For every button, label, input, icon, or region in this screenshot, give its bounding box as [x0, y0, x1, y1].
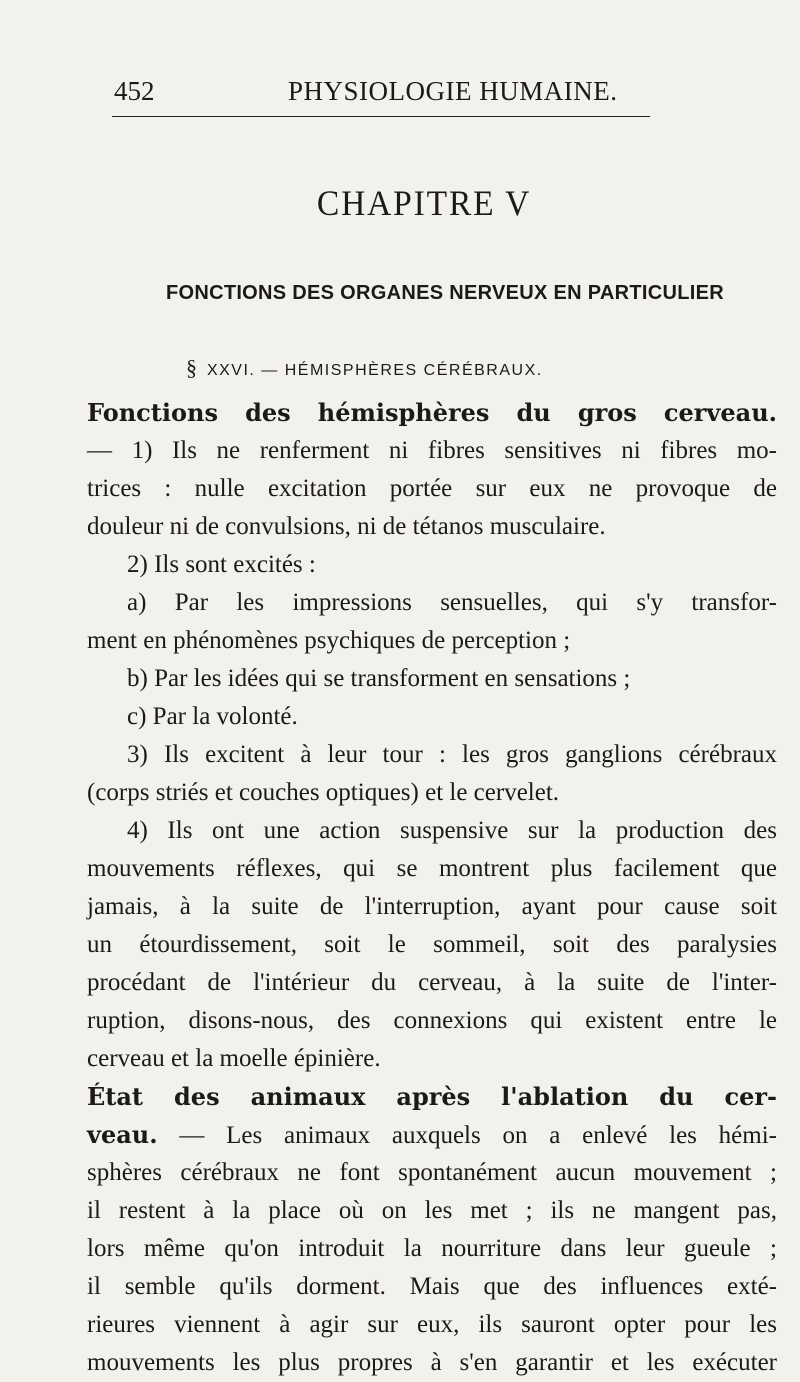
line-text: c) Par la volonté.: [127, 703, 298, 730]
subsection-heading: [186, 355, 543, 381]
line-text: douleur ni de convulsions, ni de tétanos musculaire.: [87, 513, 606, 540]
text-line: [87, 1154, 777, 1192]
text-line: [87, 1040, 777, 1078]
text-line: [87, 698, 777, 736]
text-line: [87, 508, 777, 546]
paragraph-heading: veau.: [87, 1120, 158, 1149]
paragraph-heading: État des animaux après l'ablation du cer-: [87, 1082, 777, 1111]
paragraph-heading: Fonctions des hémisphères du gros cerveau.: [87, 398, 777, 427]
text-line: [87, 964, 777, 1002]
line-text: mouvements les plus propres à s'en garantir et les exécuter: [87, 1349, 777, 1376]
line-text: lors même qu'on introduit la nourriture dans leur gueule ;: [87, 1235, 777, 1262]
line-text: a) Par les impressions sensuelles, qui s'y transfor-: [127, 589, 777, 616]
line-text: sphères cérébraux ne font spontanément aucun mouvement ;: [87, 1159, 777, 1186]
line-text: rieures viennent à agir sur eux, ils sauront opter pour les: [87, 1311, 777, 1338]
text-line: [87, 774, 777, 812]
line-text: 2) Ils sont excités :: [127, 551, 316, 578]
running-head: PHYSIOLOGIE HUMAINE.: [288, 76, 618, 106]
chapter-title: CHAPITRE V: [316, 183, 532, 223]
text-line: [87, 850, 777, 888]
text-line: [87, 812, 777, 850]
line-text: b) Par les idées qui se transforment en sensations ;: [127, 665, 631, 692]
line-text: mouvements réflexes, qui se montrent plus facilement que: [87, 855, 777, 882]
line-text: 4) Ils ont une action suspensive sur la production des: [127, 817, 777, 844]
text-line: [87, 736, 777, 774]
line-text: procédant de l'intérieur du cerveau, à la suite de l'inter-: [87, 969, 777, 996]
page-number: 452: [114, 76, 155, 106]
line-text: cerveau et la moelle épinière.: [87, 1045, 381, 1072]
line-text: il restent à la place où on les met ; ils ne mangent pas,: [87, 1197, 777, 1224]
section-mark: §: [186, 355, 197, 380]
line-text: ruption, disons-nous, des connexions qui existent entre le: [87, 1007, 777, 1034]
text-line: [87, 926, 777, 964]
text-line: [87, 1268, 777, 1306]
line-text: trices : nulle excitation portée sur eux ne provoque de: [87, 475, 777, 502]
page-header: [112, 76, 650, 117]
line-text: — Les animaux auxquels on a enlevé les hémi-: [157, 1122, 777, 1149]
line-text: — 1) Ils ne renferment ni fibres sensitives ni fibres mo-: [87, 437, 777, 464]
line-text: 3) Ils excitent à leur tour : les gros ganglions cérébraux: [127, 741, 777, 768]
line-text: (corps striés et couches optiques) et le cervelet.: [87, 779, 560, 806]
text-line: [87, 660, 777, 698]
text-line: [87, 546, 777, 584]
line-text: il semble qu'ils dorment. Mais que des influences exté-: [87, 1273, 777, 1300]
text-line: [87, 1116, 777, 1154]
text-line: [87, 584, 777, 622]
body-text: [87, 394, 777, 1382]
text-line: [87, 470, 777, 508]
line-text: jamais, à la suite de l'interruption, ayant pour cause soit: [87, 893, 777, 920]
text-line: [87, 1344, 777, 1382]
text-line: [87, 1192, 777, 1230]
text-line: [87, 622, 777, 660]
section-heading: FONCTIONS DES ORGANES NERVEUX EN PARTICULIER: [165, 282, 725, 304]
line-text: ment en phénomènes psychiques de perception ;: [87, 627, 571, 654]
subsection-title: XXVI. — HÉMISPHÈRES CÉRÉBRAUX.: [206, 362, 543, 379]
line-text: un étourdissement, soit le sommeil, soit des paralysies: [87, 931, 777, 958]
text-line: [87, 888, 777, 926]
text-line: [87, 432, 777, 470]
text-line: [87, 1078, 777, 1116]
text-line: [87, 1002, 777, 1040]
text-line: [87, 1306, 777, 1344]
text-line: [87, 1230, 777, 1268]
text-line: [87, 394, 777, 432]
